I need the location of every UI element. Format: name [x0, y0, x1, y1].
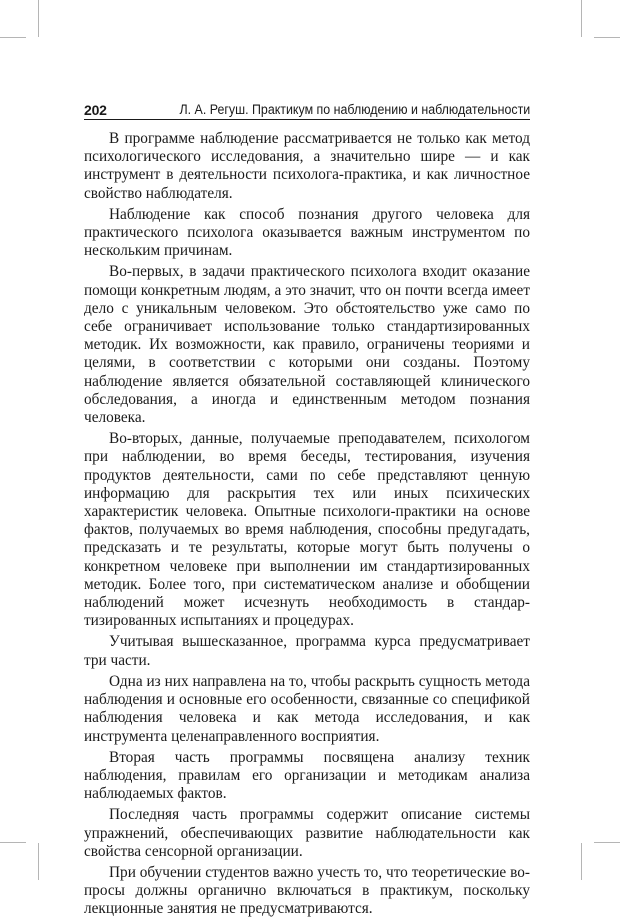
paragraph: Во-первых, в задачи практического психолога входит оказание помощи конкретным людям, а это значит, что он почти всегда имеет дело с уникальным человеком. Это обстоятельство уже само по себе ограничивает использование только стандартизированных методик. Их возможности, как правило, ограничены теориями и целями, в соответствии с которыми они созданы. Поэтому наблюдение является обязательной составляющей клинического обследования, а иногда и единственным методом познания человека.	[84, 263, 530, 427]
paragraph: При обучении студентов важно учесть то, что теоретические вопросы должны органично включаться в практикум, поскольку лекционные занятия не предусматриваются.	[84, 863, 530, 918]
page-header	[84, 100, 530, 120]
paragraph: Вторая часть программы посвящена анализу техник наблюдения, правилам его организации и методикам анализа наблюдаемых фактов.	[84, 748, 530, 803]
crop-mark	[594, 37, 620, 38]
paragraph: Во-вторых, данные, получаемые преподавателем, психологом при наблюдении, во время беседы, тестирования, изучения продуктов деятельности, сами по себе представляют ценную информацию для раскрытия тех или иных психических характеристик человека. Опытные психологи-практики на основе фактов, получаемых во время наблюдения, способны предугадать, предсказать и те результаты, которые могут быть получены о конкретном человеке при выполнении им стандартизированных методик. Более того, при систематическом анализе и обобщении наблюдений может исчезнуть необходимость в стандартизированных испытаниях и процедурах.	[84, 430, 530, 630]
crop-mark	[38, 0, 39, 37]
running-title: Л. А. Регуш. Практикум по наблюдению и наблюдательности	[179, 102, 530, 117]
crop-mark	[38, 843, 39, 880]
page-number: 202	[84, 102, 107, 118]
crop-mark	[0, 842, 26, 843]
header-rule	[84, 119, 530, 120]
body-text	[84, 130, 530, 922]
paragraph: Последняя часть программы содержит описание системы упражнений, обеспечивающих развитие наблюдательности как свойства сенсорной организации.	[84, 806, 530, 860]
paragraph: Одна из них направлена на то, чтобы раскрыть сущность метода наблюдения и основные его особенности, связанные со спецификой наблюдения человека и как метода исследования, и как инструмента целенаправленного восприятия.	[84, 672, 530, 745]
paragraph: В программе наблюдение рассматривается не только как метод психологического исследования, а значительно шире — и как инструмент в деятельности психолога-практика, и как личностное свойство наблюдателя.	[84, 130, 530, 202]
paragraph: Учитывая вышесказанное, программа курса предусматривает три части.	[84, 633, 530, 669]
crop-mark	[581, 0, 582, 37]
crop-mark	[594, 842, 620, 843]
crop-mark	[581, 843, 582, 880]
crop-mark	[0, 37, 26, 38]
paragraph: Наблюдение как способ познания другого человека для практического психолога оказывается важным инструментом по нескольким причинам.	[84, 205, 530, 260]
